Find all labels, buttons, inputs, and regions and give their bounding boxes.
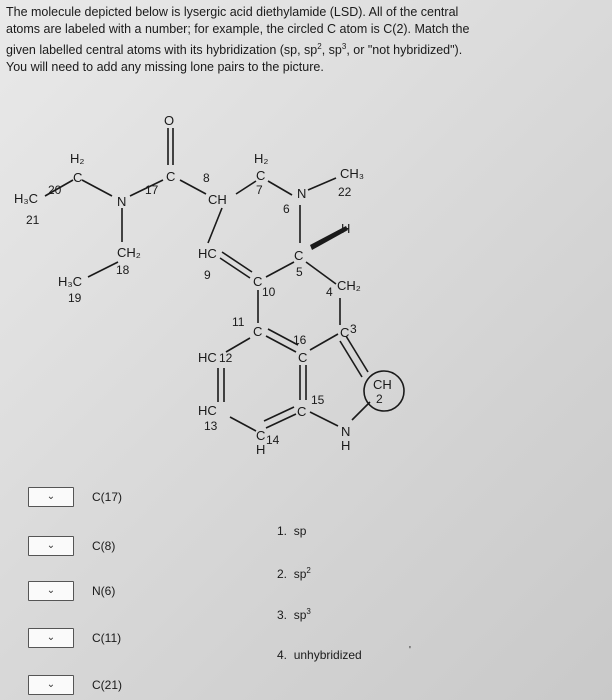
label-H: H — [341, 221, 351, 236]
choice-2-sup: 2 — [306, 566, 311, 575]
label-C15: C — [297, 404, 307, 419]
atom-labels — [14, 113, 392, 457]
label-n5: 5 — [296, 265, 303, 279]
intro-line-2: atoms are labeled with a number; for example, the circled C atom is C(2). Match the — [6, 22, 470, 36]
label-C17: C — [166, 169, 176, 184]
choice-1 — [277, 524, 306, 538]
label-H2a: H₂ — [70, 151, 85, 166]
label-n10: 10 — [262, 285, 276, 299]
label-O: O — [164, 113, 175, 128]
label-C14-H: H — [256, 442, 266, 457]
label-n14: 14 — [266, 433, 280, 447]
intro-sup-2: 2 — [317, 42, 322, 51]
answer-select-c21[interactable] — [28, 675, 74, 695]
chevron-down-icon: ⌄ — [46, 585, 56, 596]
atom-label-c8: C(8) — [92, 539, 116, 553]
label-CH2-18: CH₂ — [117, 245, 141, 260]
choice-4-text: unhybridized — [293, 648, 362, 662]
label-n21: 21 — [26, 213, 40, 227]
label-n20: 20 — [48, 183, 62, 197]
bond-c14-c15-a — [266, 414, 296, 428]
label-H2b: H₂ — [254, 151, 269, 166]
label-n15: 15 — [311, 393, 325, 407]
label-n2: 2 — [376, 392, 383, 406]
choice-4-number: 4. — [277, 648, 288, 662]
label-C10: C — [253, 274, 263, 289]
bond-c15-nh — [310, 412, 338, 426]
label-C5: C — [294, 248, 304, 263]
label-n16: 16 — [293, 333, 307, 347]
label-n22: 22 — [338, 185, 352, 199]
label-n4: 4 — [326, 285, 333, 299]
bond-c3-c2-a — [346, 336, 368, 372]
bond-20-n17 — [82, 180, 112, 196]
answer-select-n6[interactable] — [28, 581, 74, 601]
intro-line-4: You will need to add any missing lone pairs to the picture. — [6, 60, 324, 75]
label-CH3: CH₃ — [340, 166, 365, 181]
choice-3-sup: 3 — [306, 607, 311, 616]
bond-c11-c16 — [266, 336, 296, 352]
label-C7: C — [256, 168, 266, 183]
bond-c8-c7 — [236, 181, 256, 194]
bond-c8-c9 — [208, 208, 222, 243]
bond-c7-n6 — [268, 181, 292, 195]
label-CH8: CH — [208, 192, 227, 207]
choice-3-text: sp — [293, 608, 307, 622]
choice-1-text: sp — [293, 524, 307, 538]
label-n11: 11 — [232, 315, 245, 329]
label-n13: 13 — [204, 419, 218, 433]
label-CH2-4: CH₂ — [337, 278, 361, 293]
bond-c5-c4 — [306, 262, 336, 284]
match-row-c17 — [28, 486, 122, 508]
label-H3C19: H₃C — [58, 274, 83, 289]
label-HC13: HC — [198, 403, 217, 418]
label-C16: C — [298, 350, 308, 365]
label-n17: 17 — [145, 183, 159, 197]
bond-nh-c2 — [352, 402, 370, 420]
stray-mark: ' — [409, 645, 411, 656]
label-n12: 12 — [219, 351, 233, 365]
match-row-c8 — [28, 535, 115, 557]
answer-select-c17[interactable] — [28, 487, 74, 507]
answer-select-c8[interactable] — [28, 536, 74, 556]
intro-line-1: The molecule depicted below is lysergic acid diethylamide (LSD). All of the central — [6, 5, 459, 19]
label-C11: C — [253, 324, 263, 339]
bond-18-19 — [88, 262, 118, 277]
label-H3C21: H₃C — [14, 191, 39, 206]
label-n7: 7 — [256, 183, 263, 197]
label-N6: N — [297, 186, 307, 201]
choice-3 — [277, 607, 311, 622]
match-row-n6 — [28, 580, 115, 602]
bond-c14-c15-b — [264, 407, 294, 421]
choice-3-number: 3. — [277, 608, 288, 622]
atom-label-c17: C(17) — [92, 490, 123, 504]
bond-c11-c12 — [226, 338, 250, 352]
bond-c5-c10 — [266, 262, 294, 277]
label-n3: 3 — [350, 322, 357, 336]
chevron-down-icon: ⌄ — [46, 491, 56, 502]
match-row-c21 — [28, 674, 122, 696]
label-n19: 19 — [68, 291, 82, 305]
label-C3: C — [340, 325, 350, 340]
intro-line-3c: , sp — [321, 43, 342, 58]
label-NH-N: N — [341, 424, 351, 439]
choice-2-number: 2. — [277, 567, 288, 581]
intro-line-3a: given labelled central atoms with its hybridization (sp, sp — [6, 43, 318, 58]
choice-2-text: sp — [293, 567, 307, 581]
bond-n6-c22 — [308, 178, 336, 190]
bond-c3-c2-b — [340, 341, 362, 377]
atom-label-n6: N(6) — [92, 584, 116, 598]
choice-1-number: 1. — [277, 524, 288, 538]
intro-line-3e: , or "not hybridized"). — [346, 43, 463, 58]
label-HC12: HC — [198, 350, 217, 365]
answer-select-c11[interactable] — [28, 628, 74, 648]
label-n6: 6 — [283, 202, 290, 216]
label-n8: 8 — [203, 171, 210, 185]
choice-4 — [277, 648, 362, 662]
label-C20: C — [73, 170, 83, 185]
bond-c13-c14 — [230, 417, 256, 431]
label-C14: C — [256, 428, 266, 443]
match-row-c11 — [28, 627, 121, 649]
chevron-down-icon: ⌄ — [46, 540, 56, 551]
atom-label-c21: C(21) — [92, 678, 123, 692]
label-N17: N — [117, 194, 127, 209]
chevron-down-icon: ⌄ — [46, 679, 56, 690]
chevron-down-icon: ⌄ — [46, 632, 56, 643]
label-n18: 18 — [116, 263, 130, 277]
label-n9: 9 — [204, 268, 211, 282]
label-NH-H: H — [341, 438, 351, 453]
bond-c16-c3 — [310, 334, 338, 350]
intro-sup-3: 3 — [341, 42, 347, 51]
label-HC9: HC — [198, 246, 217, 261]
atom-label-c11: C(11) — [92, 631, 122, 645]
label-CH2-circled: CH — [373, 377, 392, 392]
choice-2 — [277, 566, 311, 581]
